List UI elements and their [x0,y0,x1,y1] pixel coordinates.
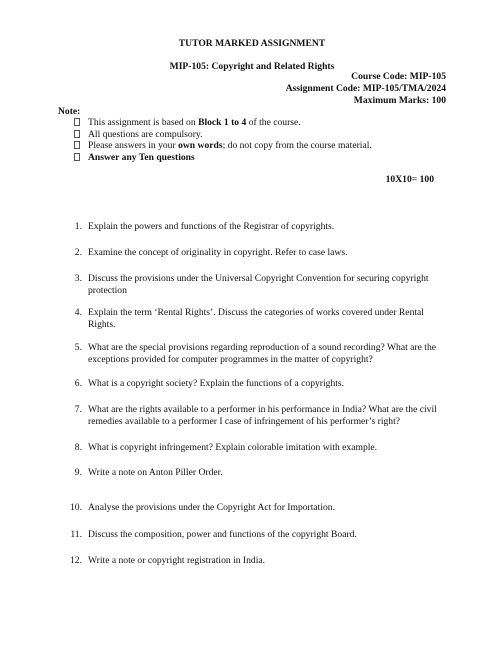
question-number: 5. [74,342,82,353]
question-number: 6. [74,378,82,389]
question-text: What are the special provisions regarding reproduction of a sound recording? What are the exceptions provided for computer programmes in the matter of copyright? [88,342,436,365]
question-text: What are the rights available to a performer in his performance in India? What are the civil remedies available to a performer I case of infringement of his performer’s right? [88,404,437,427]
question-text: Explain the powers and functions of the Registrar of copyrights. [88,221,335,232]
note-label: Note: [58,106,81,117]
question-number: 10. [70,502,82,513]
question-number: 1. [74,221,82,232]
question-number: 8. [74,442,82,453]
question-number: 4. [74,307,82,318]
checkbox-icon [74,153,80,161]
note-text: Please answers in your [88,140,179,151]
question-text: Write a note or copyright registration in India. [88,555,266,566]
note-text: ; do not copy from the course material. [222,140,372,151]
note-item [74,152,195,164]
question-number: 12. [70,555,82,566]
note-emphasis: Block 1 to 4 [198,117,247,128]
question-number: 3. [74,273,82,284]
checkbox-icon [74,118,80,126]
note-item [74,117,301,129]
question-text: Write a note on Anton Piller Order. [88,467,223,478]
question-text: Discuss the provisions under the Universal Copyright Convention for securing copyright protection [88,273,429,296]
question-text: Explain the term ‘Rental Rights’. Discuss the categories of works covered under Rental Rights. [88,307,424,330]
question-number: 2. [74,247,82,258]
question-text: Examine the concept of originality in copyright. Refer to case laws. [88,247,348,258]
checkbox-icon [74,130,80,138]
question-text: What is a copyright society? Explain the functions of a copyrights. [88,378,345,389]
course-code: Course Code: MIP-105 [351,71,446,82]
question-text: What is copyright infringement? Explain colorable imitation with example. [88,442,378,453]
question-text: Analyse the provisions under the Copyright Act for Importation. [88,502,335,513]
note-emphasis: Answer any Ten questions [88,152,195,163]
document-title: TUTOR MARKED ASSIGNMENT [178,38,326,49]
question-number: 9. [74,467,82,478]
marks-scheme: 10X10= 100 [385,174,434,185]
note-item [74,129,202,141]
note-text: of the course. [246,117,301,128]
note-item [74,140,372,152]
note-text: This assignment is based on [88,117,199,128]
question-text: Discuss the composition, power and functions of the copyright Board. [88,529,357,540]
question-number: 11. [70,529,82,540]
checkbox-icon [74,141,80,149]
question-number: 7. [74,404,82,415]
assignment-code: Assignment Code: MIP-105/TMA/2024 [285,83,446,94]
note-text: All questions are compulsory. [88,129,203,140]
course-title: MIP-105: Copyright and Related Rights [169,61,335,72]
maximum-marks: Maximum Marks: 100 [353,95,446,106]
note-emphasis: own words [178,140,223,151]
